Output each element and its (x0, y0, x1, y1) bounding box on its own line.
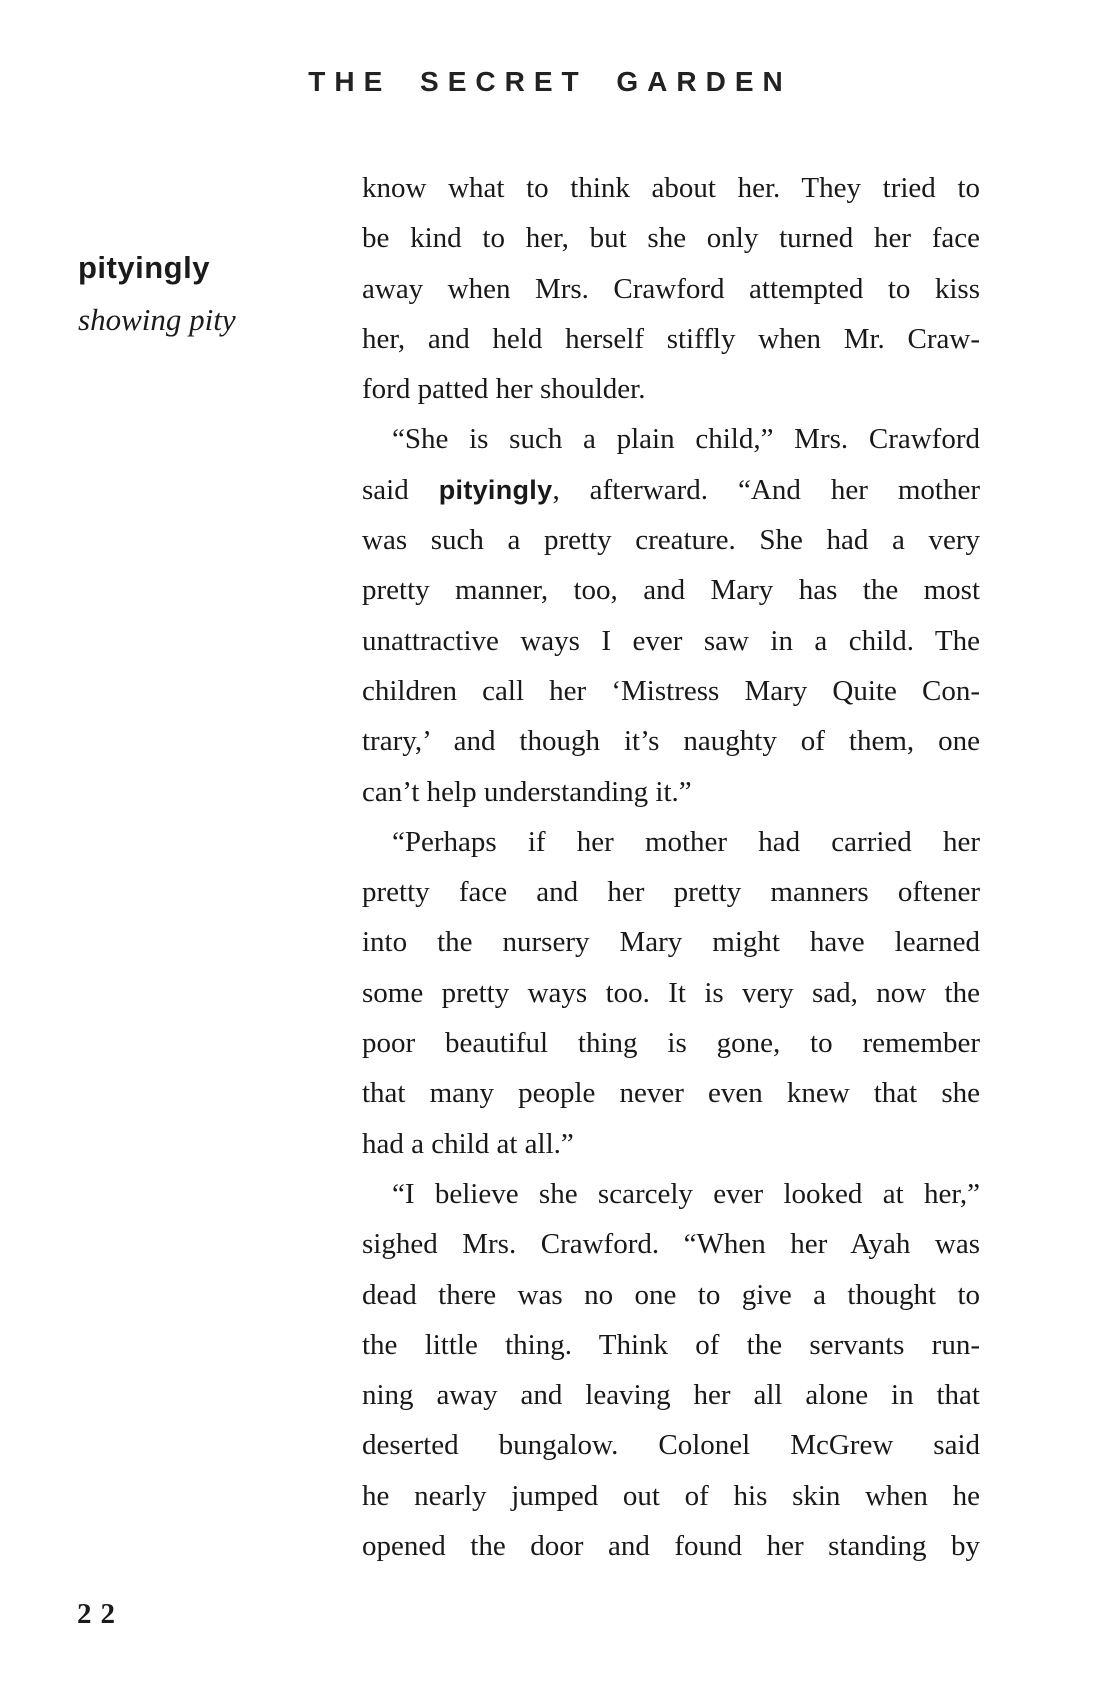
margin-vocab-note (78, 250, 328, 338)
vocab-term-inline: pityingly (438, 474, 553, 505)
body-line: “I believe she scarcely ever looked at her,” (392, 1177, 980, 1210)
body-line: “She is such a plain child,” Mrs. Crawford (392, 423, 980, 456)
body-line: dead there was no one to give a thought to (362, 1278, 980, 1311)
body-line: opened the door and found her standing by (362, 1530, 980, 1563)
running-head: THE SECRET GARDEN (308, 66, 792, 97)
body-line: her, and held herself stiffly when Mr. Craw- (362, 322, 980, 355)
body-line: children call her ‘Mistress Mary Quite Con- (362, 674, 980, 707)
body-line: pretty manner, too, and Mary has the most (362, 574, 980, 607)
body-line: away when Mrs. Crawford attempted to kiss (362, 272, 980, 305)
body-line: had a child at all.” (362, 1127, 574, 1160)
body-line: ning away and leaving her all alone in that (362, 1379, 980, 1412)
body-line: can’t help understanding it.” (362, 775, 692, 808)
body-line: know what to think about her. They tried to (362, 172, 980, 204)
body-line: deserted bungalow. Colonel McGrew said (362, 1429, 980, 1462)
body-line: ford patted her shoulder. (362, 373, 646, 406)
body-line: pretty face and her pretty manners oftener (362, 876, 980, 909)
body-line: that many people never even knew that she (362, 1077, 980, 1110)
body-line: be kind to her, but she only turned her face (362, 222, 980, 255)
body-line: sighed Mrs. Crawford. “When her Ayah was (362, 1228, 980, 1261)
body-line: he nearly jumped out of his skin when he (362, 1479, 980, 1512)
body-line: some pretty ways too. It is very sad, now the (362, 976, 980, 1009)
body-line: into the nursery Mary might have learned (362, 926, 980, 959)
vocab-term: pityingly (78, 250, 210, 285)
body-line: trary,’ and though it’s naughty of them, one (362, 725, 980, 758)
body-line: said pityingly, afterward. “And her mother (362, 473, 980, 506)
vocab-definition: showing pity (78, 302, 236, 337)
body-line: poor beautiful thing is gone, to remember (362, 1027, 980, 1060)
body-line: unattractive ways I ever saw in a child. The (362, 624, 980, 657)
body-line: “Perhaps if her mother had carried her (392, 825, 980, 858)
body-line: was such a pretty creature. She had a very (362, 524, 980, 557)
body-text (362, 163, 980, 1571)
body-line: the little thing. Think of the servants run- (362, 1328, 980, 1361)
page-number: 22 (77, 1598, 124, 1630)
